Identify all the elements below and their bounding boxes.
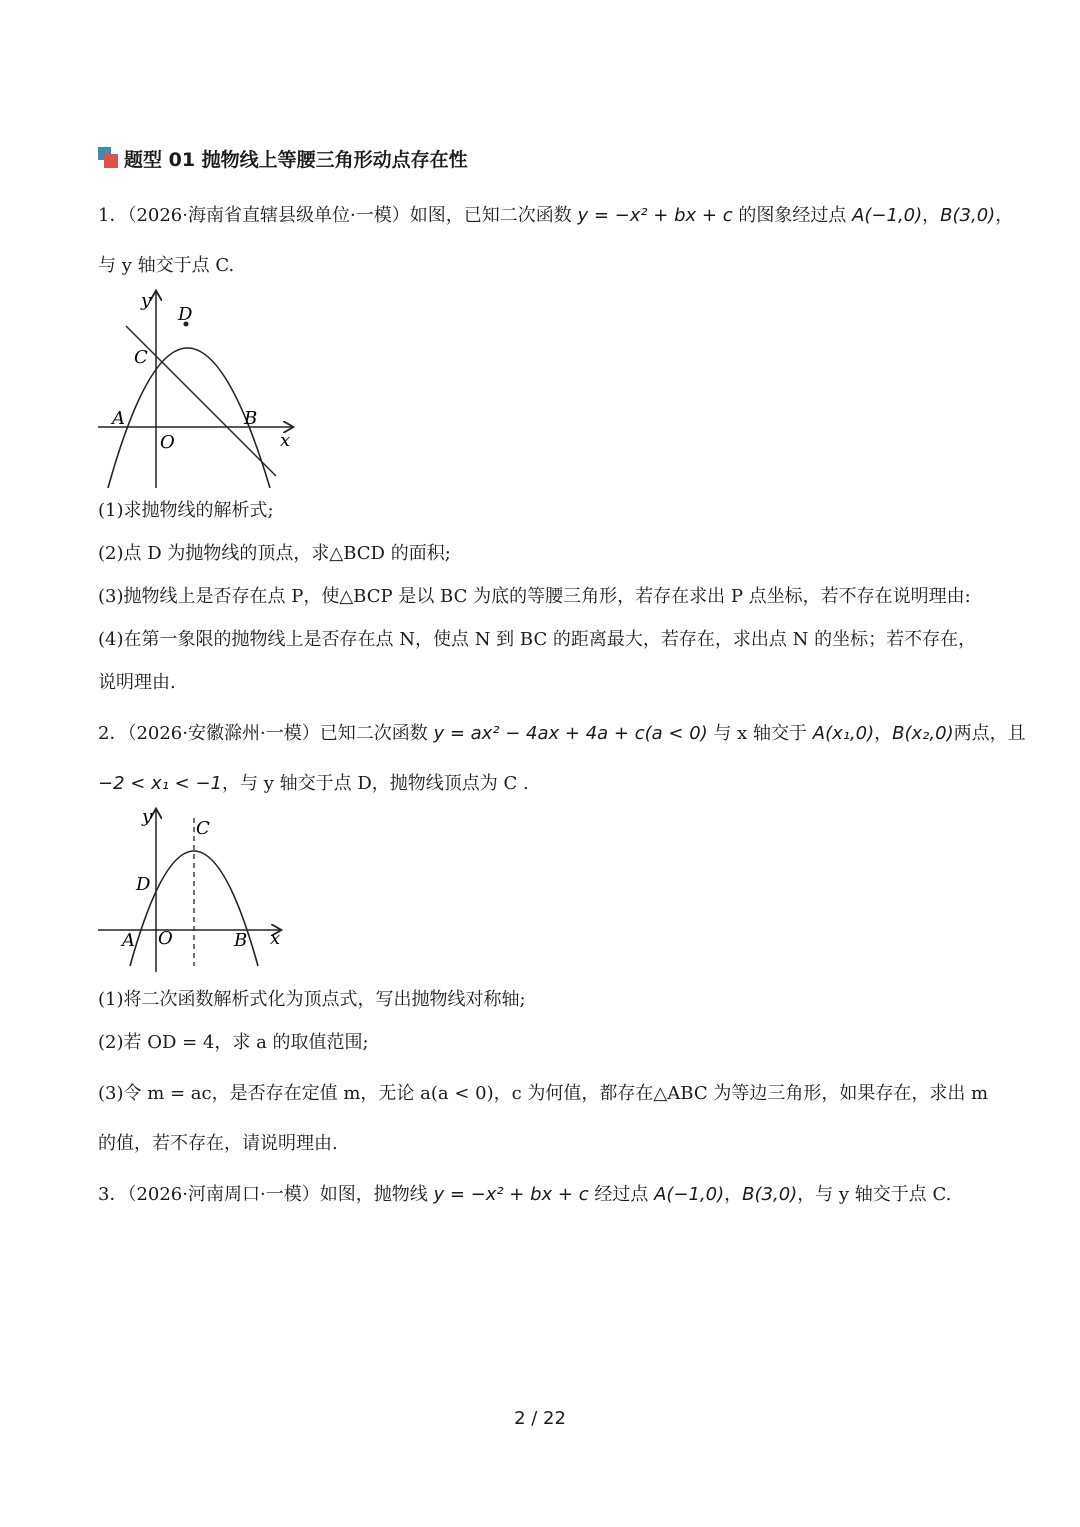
problem-1-text: 如图，已知二次函数 [409,205,572,226]
separator: ， [874,723,893,744]
separator: ， [724,1184,743,1205]
separator: ， [922,205,941,226]
problem-2-number: 2． [98,723,128,744]
separator: ， [995,205,1014,226]
problem-3-end: ，与 y 轴交于点 C. [797,1184,952,1205]
section-title-text: 题型 01 抛物线上等腰三角形动点存在性 [124,148,468,171]
problem-1-question-1: (1)求抛物线的解析式; [98,500,274,521]
label-d: D [178,304,193,325]
problem-1-question-2: (2)点 D 为抛物线的顶点，求△BCD 的面积; [98,543,451,564]
problem-2-text-c: 两点，且 [953,723,1026,744]
problem-3-source: （2026·河南周口·一模） [127,1184,320,1205]
problem-2-condition: −2 < x₁ < −1 [98,773,222,794]
problem-2-line-2 [98,770,529,798]
problem-3-number: 3． [98,1184,128,1205]
problem-2-question-3: (3)令 m = ac，是否存在定值 m，无论 a(a < 0)，c 为何值，都存在△ABC 为等边三角形，如果存在，求出 m [98,1083,989,1104]
problem-2-point-a: A(x₁,0) [812,723,875,744]
label-a: A [112,408,125,429]
problem-1-question-4: (4)在第一象限的抛物线上是否存在点 N，使点 N 到 BC 的距离最大，若存在，求出点 N 的坐标；若不存在， [98,629,977,650]
problem-1-text-b: 的图象经过点 [738,205,847,226]
label-d: D [136,874,151,895]
label-a: A [122,930,135,951]
label-o: O [158,928,173,949]
problem-2-question-2: (2)若 OD = 4，求 a 的取值范围; [98,1032,369,1053]
problem-2-statement [98,720,1026,748]
label-c: C [134,347,148,368]
problem-3-statement [98,1181,951,1209]
label-x: x [280,430,291,451]
problem-2-text-b: 与 x 轴交于 [713,723,808,744]
label-b: B [234,930,248,951]
section-heading [98,142,468,174]
problem-1-source: （2026·海南省直辖县级单位·一模） [127,205,410,226]
problem-3-point-a: A(−1,0) [654,1184,725,1205]
label-y: y [142,806,153,827]
page-number: 2 / 22 [514,1408,566,1429]
problem-1-formula: y = −x² + bx + c [577,205,733,226]
problem-2-point-b: B(x₂,0) [892,723,954,744]
section-marker-icon [98,147,120,169]
problem-3-text: 如图，抛物线 [319,1184,428,1205]
label-b: B [244,408,258,429]
problem-2-source: （2026·安徽滁州·一模） [127,723,320,744]
line-bc [126,326,276,476]
problem-1-question-3: (3)抛物线上是否存在点 P，使△BCP 是以 BC 为底的等腰三角形，若存在求出 P 点坐标，若不存在说明理由: [98,586,971,607]
problem-3-point-b: B(3,0) [742,1184,798,1205]
problem-2-question-3-cont: 的值，若不存在，请说明理由. [98,1133,338,1154]
label-x: x [270,928,281,949]
problem-1-statement [98,202,1013,230]
problem-1-line-2: 与 y 轴交于点 C. [98,255,235,276]
problem-1-number: 1． [98,205,128,226]
problem-1-figure [96,288,306,497]
problem-1-question-4-cont: 说明理由. [98,672,176,693]
problem-3-formula: y = −x² + bx + c [433,1184,589,1205]
problem-1-point-b: B(3,0) [940,205,996,226]
problem-2-formula: y = ax² − 4ax + 4a + c(a < 0) [433,723,708,744]
label-o: O [160,432,175,453]
problem-2-question-1: (1)将二次函数解析式化为顶点式，写出抛物线对称轴; [98,989,526,1010]
problem-2-text: 已知二次函数 [319,723,428,744]
label-c: C [196,818,210,839]
problem-2-figure [96,806,296,980]
problem-3-text-b: 经过点 [594,1184,649,1205]
problem-2-line-2-text: ，与 y 轴交于点 D，抛物线顶点为 C . [222,773,529,794]
label-y: y [141,290,152,311]
problem-1-point-a: A(−1,0) [852,205,923,226]
